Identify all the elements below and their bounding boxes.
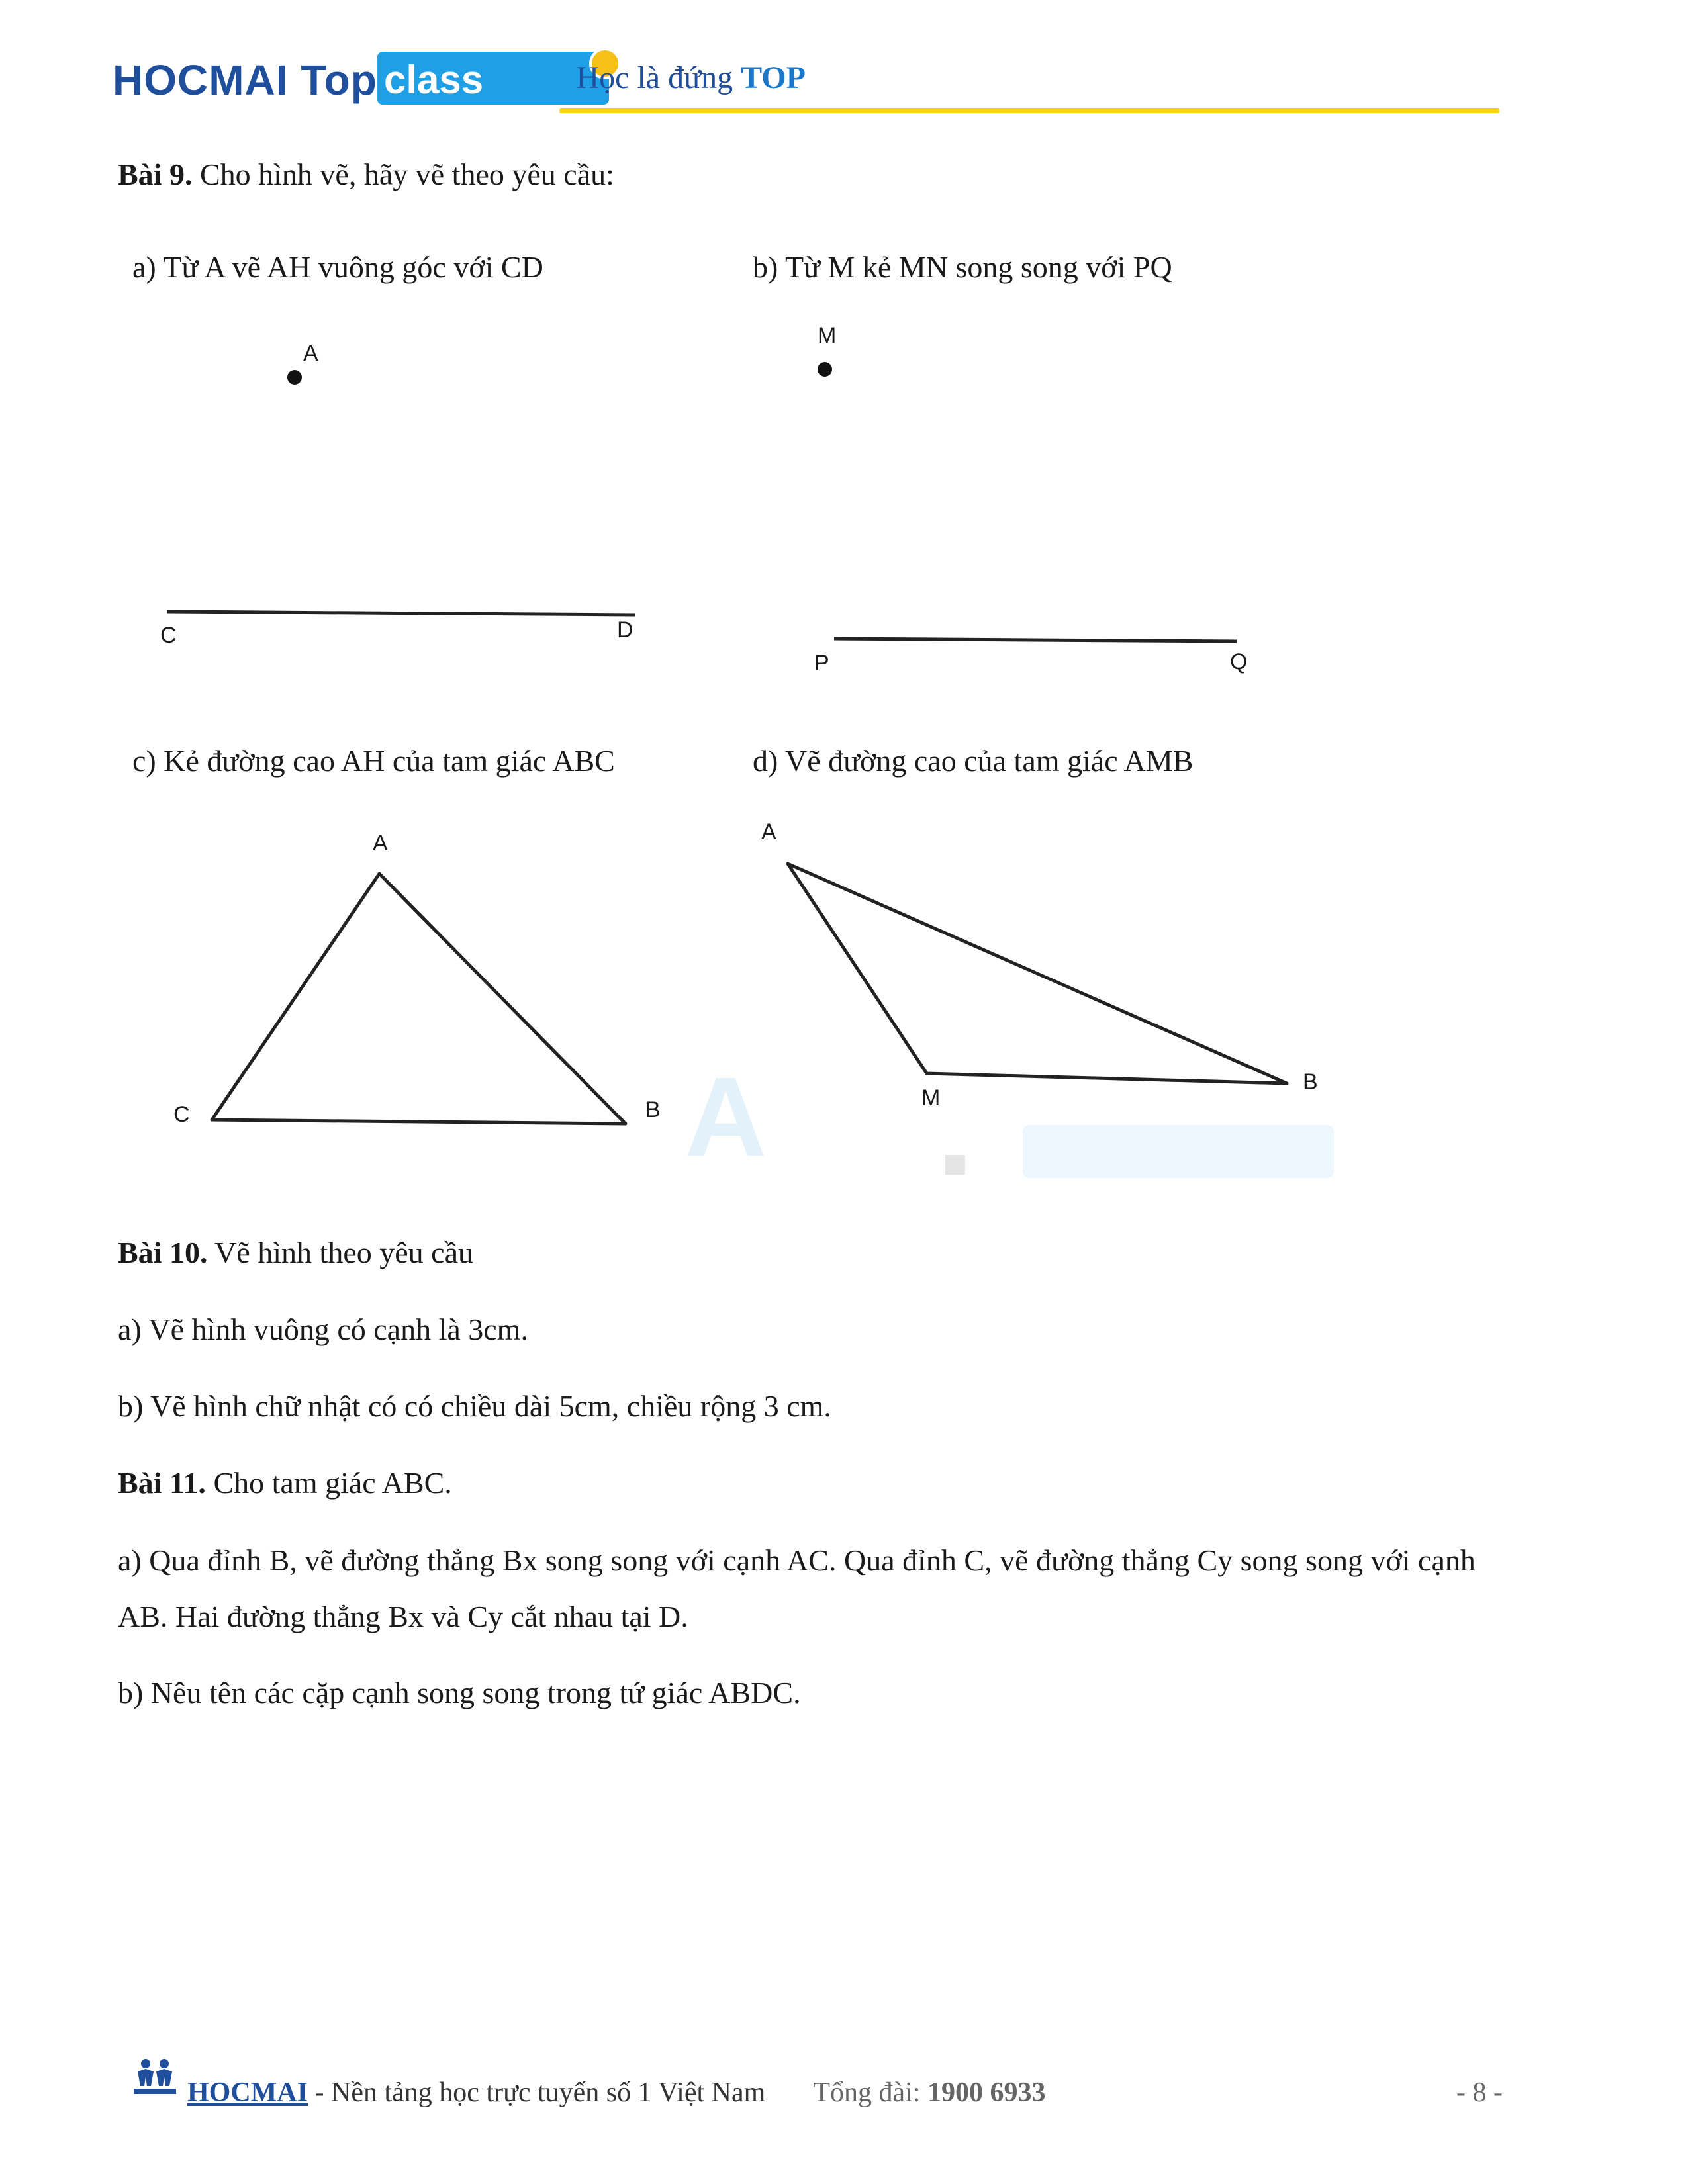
figure-b	[794, 324, 1297, 682]
segment-pq	[834, 639, 1237, 641]
bai10-heading	[118, 1234, 473, 1271]
label-a: A	[303, 341, 318, 366]
bai10-text: Vẽ hình theo yêu cầu	[214, 1236, 474, 1269]
label-d-b: B	[1303, 1069, 1318, 1095]
bai11-b-text: b) Nêu tên các cặp cạnh song song trong tứ giác ABDC.	[118, 1676, 801, 1709]
label-m: M	[818, 324, 837, 348]
point-a	[287, 370, 302, 385]
triangle-abc	[212, 874, 626, 1124]
label-c-a: A	[373, 831, 388, 856]
label-d-m: M	[921, 1085, 941, 1111]
header-underline	[559, 108, 1499, 113]
footer	[187, 2077, 1045, 2109]
header-slogan	[561, 60, 806, 96]
footer-brand-link[interactable]: HOCMAI	[187, 2077, 308, 2108]
bai10-title: Bài 10.	[118, 1236, 208, 1269]
bai11-heading	[118, 1465, 452, 1501]
triangle-amb	[788, 864, 1287, 1083]
bai9-heading	[118, 156, 614, 193]
label-c-b: B	[645, 1097, 661, 1122]
footer-tagline: - Nền tảng học trực tuyến số 1 Việt Nam	[308, 2077, 766, 2108]
bai11-a-line2: AB. Hai đường thẳng Bx và Cy cắt nhau tại D.	[118, 1600, 688, 1633]
logo-class-text: class	[384, 58, 484, 102]
page-number: - 8 -	[1456, 2077, 1503, 2108]
footer-hotline-label: Tổng đài:	[813, 2077, 927, 2108]
bai9-d-text: d) Vẽ đường cao của tam giác AMB	[753, 744, 1194, 778]
bai10-b-text: b) Vẽ hình chữ nhật có có chiều dài 5cm, chiều rộng 3 cm.	[118, 1389, 831, 1423]
label-p: P	[814, 651, 829, 676]
bai9-c-text: c) Kẻ đường cao AH của tam giác ABC	[132, 744, 615, 778]
slogan-divider: |	[561, 60, 570, 95]
slogan-highlight: TOP	[741, 60, 806, 95]
brand-logo	[113, 41, 510, 114]
figure-d	[748, 814, 1344, 1125]
bai9-text: Cho hình vẽ, hãy vẽ theo yêu cầu:	[199, 158, 614, 191]
segment-cd	[167, 612, 635, 615]
slogan-prefix: Học là đứng	[576, 60, 733, 95]
bai9-b-text: b) Từ M kẻ MN song song với PQ	[753, 250, 1172, 284]
bai11-title: Bài 11.	[118, 1466, 206, 1500]
label-c-c: C	[173, 1102, 190, 1127]
label-q: Q	[1230, 649, 1248, 674]
label-d: D	[617, 617, 633, 643]
label-c: C	[160, 623, 177, 648]
point-m	[818, 362, 832, 377]
hocmai-footer-icon	[131, 2057, 179, 2097]
figure-a	[152, 331, 655, 662]
label-d-a: A	[761, 819, 776, 844]
watermark-badge	[1023, 1125, 1334, 1178]
watermark-letter: A	[685, 1054, 767, 1180]
bai11-text: Cho tam giác ABC.	[213, 1466, 452, 1500]
bai9-title: Bài 9.	[118, 158, 193, 191]
watermark-dot	[945, 1155, 965, 1175]
footer-hotline: 1900 6933	[927, 2077, 1046, 2108]
bai11-a-line1: a) Qua đỉnh B, vẽ đường thẳng Bx song song với cạnh AC. Qua đỉnh C, vẽ đường thẳng Cy song song với cạnh	[118, 1543, 1476, 1577]
bai9-a-text: a) Từ A vẽ AH vuông góc với CD	[132, 250, 543, 284]
logo-main-text: HOCMAI Top	[113, 56, 377, 104]
bai10-a-text: a) Vẽ hình vuông có cạnh là 3cm.	[118, 1312, 528, 1346]
figure-c	[165, 821, 682, 1138]
